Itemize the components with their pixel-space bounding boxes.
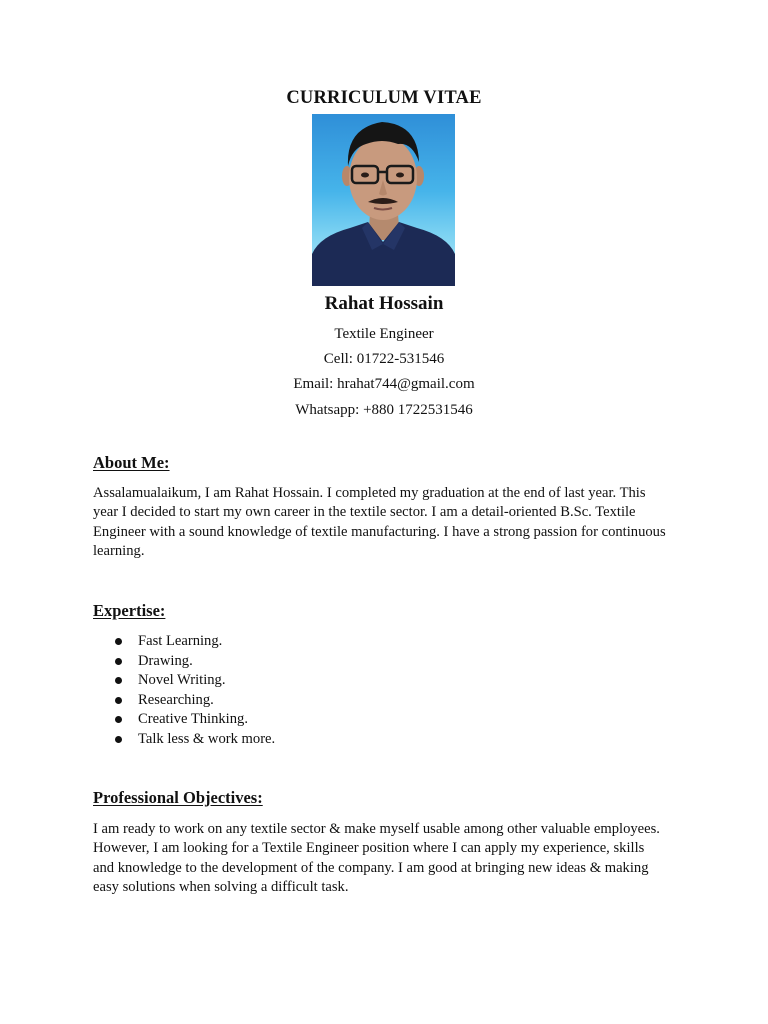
list-item: Drawing.	[115, 652, 275, 672]
bullet-icon	[115, 716, 122, 723]
email-address: Email: hrahat744@gmail.com	[293, 376, 475, 392]
objectives-heading: Professional Objectives:	[93, 788, 263, 807]
list-item: Fast Learning.	[115, 632, 275, 652]
candidate-name: Rahat Hossain	[324, 293, 444, 314]
objectives-text: I am ready to work on any textile sector & make myself usable among other valuable employees. However, I am looking for a Textile Engineer position where I can apply my experience, skills and knowledge to the development of the company. I am good at bringing new ideas & making easy solutions when solving a difficult task.	[93, 821, 660, 896]
list-item: Novel Writing.	[115, 671, 275, 691]
about-heading: About Me:	[93, 453, 170, 472]
bullet-icon	[115, 658, 122, 665]
whatsapp-number: Whatsapp: +880 1722531546	[295, 402, 473, 418]
list-item: Researching.	[115, 691, 275, 711]
profile-photo	[312, 114, 455, 286]
expertise-heading: Expertise:	[93, 601, 166, 620]
expertise-list	[115, 632, 275, 749]
about-text: Assalamualaikum, I am Rahat Hossain. I completed my graduation at the end of last year. This year I decided to start my own career in the textile sector. I am a detail-oriented B.Sc. Textile Engineer with a sound knowledge of textile manufacturing. I have a strong passion for continuous learning.	[93, 485, 666, 560]
bullet-icon	[115, 638, 122, 645]
list-item: Creative Thinking.	[115, 710, 275, 730]
bullet-icon	[115, 677, 122, 684]
bullet-icon	[115, 697, 122, 704]
cell-number: Cell: 01722-531546	[323, 351, 445, 367]
profession: Textile Engineer	[334, 326, 434, 342]
bullet-icon	[115, 736, 122, 743]
document-title: CURRICULUM VITAE	[286, 88, 482, 108]
list-item: Talk less & work more.	[115, 730, 275, 750]
portrait-illustration	[312, 114, 455, 286]
